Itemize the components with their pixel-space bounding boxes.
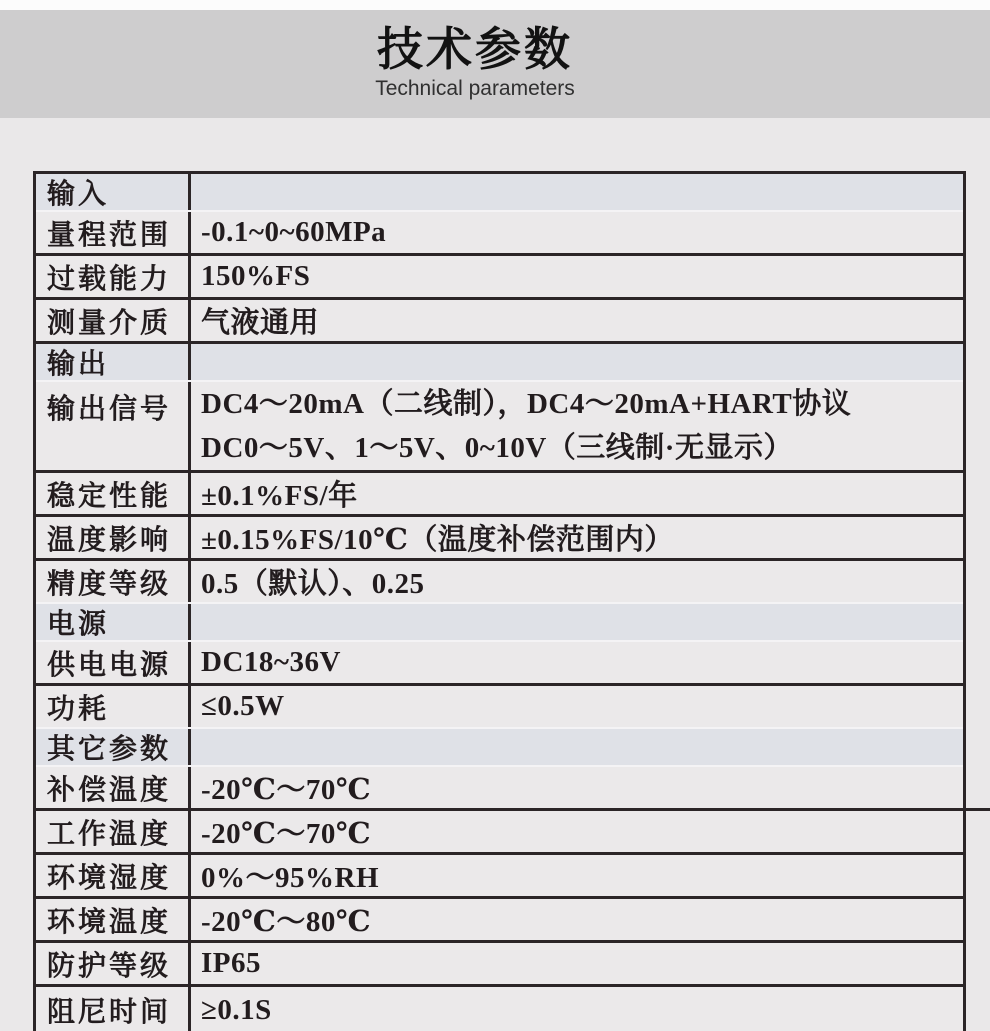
- param-value: ≤0.5W: [201, 690, 285, 722]
- top-strip: [0, 0, 990, 10]
- param-value: -20℃～70℃: [201, 818, 372, 850]
- param-label: 稳定性能: [36, 473, 191, 514]
- table-row: [36, 987, 963, 1031]
- param-label: 量程范围: [36, 212, 191, 253]
- table-section-row: [36, 604, 963, 642]
- table-row: [36, 811, 963, 855]
- table-row: [36, 943, 963, 987]
- param-label: 供电电源: [36, 642, 191, 683]
- table-row: [36, 300, 963, 344]
- param-value: ≥0.1S: [201, 993, 272, 1026]
- param-label: 环境温度: [36, 899, 191, 940]
- param-label: 防护等级: [36, 943, 191, 984]
- param-value: [191, 382, 963, 470]
- param-label: 阻尼时间: [36, 987, 191, 1031]
- table-row: [36, 256, 963, 300]
- table-row: [36, 561, 963, 604]
- param-label: 输出信号: [36, 382, 191, 470]
- page-header-inner: [375, 10, 575, 100]
- param-label: 环境湿度: [36, 855, 191, 896]
- param-label: 过载能力: [36, 256, 191, 297]
- param-value: -20℃～80℃: [201, 906, 372, 938]
- param-label: 精度等级: [36, 561, 191, 602]
- param-label: 补偿温度: [36, 767, 191, 808]
- param-label: 其它参数: [36, 729, 191, 765]
- table-row: [36, 899, 963, 943]
- param-value: [191, 729, 963, 765]
- param-label: 测量介质: [36, 300, 191, 341]
- param-value: [191, 604, 963, 640]
- param-label: 温度影响: [36, 517, 191, 558]
- table-row: [36, 642, 963, 686]
- param-value: 气液通用: [201, 307, 320, 339]
- param-value: IP65: [201, 947, 261, 979]
- table-section-row: [36, 729, 963, 767]
- table-row: [36, 212, 963, 256]
- param-value: ±0.15%FS/10℃（温度补偿范围内）: [201, 524, 674, 556]
- table-section-row: [36, 174, 963, 212]
- param-value: -0.1~0~60MPa: [201, 216, 387, 248]
- table-row: [36, 767, 963, 811]
- param-value-line: DC0～5V、1～5V、0~10V（三线制·无显示）: [201, 432, 793, 464]
- table-row: [36, 473, 963, 517]
- spec-table: [33, 171, 966, 1031]
- param-value: 0%～95%RH: [201, 862, 380, 894]
- page-header: [0, 10, 990, 118]
- param-value: DC18~36V: [201, 646, 341, 678]
- page-title: 技术参数: [377, 23, 573, 75]
- param-value: [191, 344, 963, 380]
- param-label: 工作温度: [36, 811, 191, 852]
- param-label: 输入: [36, 174, 191, 210]
- param-value: ±0.1%FS/年: [201, 480, 358, 512]
- table-row: [36, 382, 963, 473]
- param-value: [191, 174, 963, 210]
- table-row: [36, 855, 963, 899]
- param-value-line: DC4～20mA（二线制），DC4～20mA+HART协议: [201, 388, 852, 420]
- param-label: 电源: [36, 604, 191, 640]
- table-row: [36, 686, 963, 729]
- param-value: 150%FS: [201, 260, 311, 292]
- param-value: -20℃～70℃: [201, 774, 372, 806]
- table-section-row: [36, 344, 963, 382]
- param-label: 功耗: [36, 686, 191, 727]
- table-row: [36, 517, 963, 561]
- page-subtitle: Technical parameters: [375, 77, 575, 100]
- param-value: 0.5（默认）、0.25: [201, 568, 425, 600]
- param-label: 输出: [36, 344, 191, 380]
